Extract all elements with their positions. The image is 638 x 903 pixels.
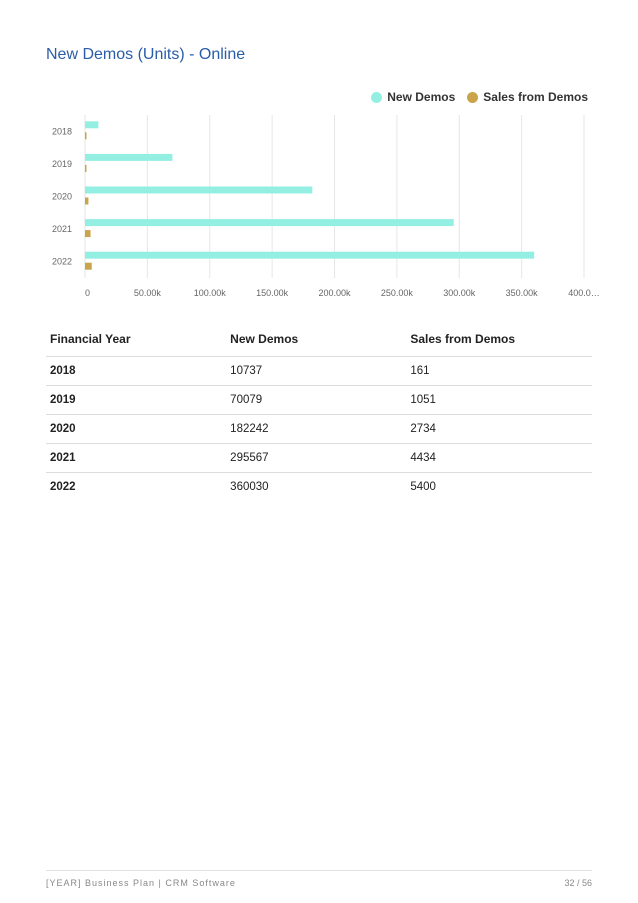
- legend-label: New Demos: [387, 90, 456, 104]
- bar-chart: [0, 0, 638, 310]
- legend-item-sales-from-demos[interactable]: [467, 90, 588, 104]
- bar-new-demos: [85, 121, 98, 128]
- table-row: [46, 357, 592, 386]
- bar-new-demos: [85, 187, 312, 194]
- bar-new-demos: [85, 154, 172, 161]
- table-cell-year: 2020: [46, 415, 226, 444]
- x-tick-label: 150.00k: [256, 288, 289, 298]
- table-cell: 360030: [230, 481, 269, 493]
- bar-sales-from-demos: [85, 198, 88, 205]
- table-cell-year: 2018: [46, 357, 226, 386]
- table-cell: 295567: [226, 444, 406, 473]
- table-cell: 4434: [406, 444, 592, 473]
- bar-new-demos: [85, 252, 534, 259]
- bar-sales-from-demos: [85, 263, 92, 270]
- bar-sales-from-demos: [85, 230, 91, 237]
- table-cell: 1051: [406, 386, 592, 415]
- y-tick-label: 2018: [51, 126, 72, 137]
- table-cell: 182242: [226, 415, 406, 444]
- table-row: [46, 444, 592, 473]
- chart-legend: [371, 90, 588, 104]
- x-tick-label: 250.00k: [380, 288, 413, 298]
- x-tick-label: 50.00k: [133, 288, 161, 298]
- page-title: New Demos (Units) - Online: [46, 46, 246, 63]
- y-tick-label: 2021: [51, 224, 72, 235]
- column-header: Financial Year: [46, 325, 226, 357]
- data-table: [46, 325, 592, 501]
- table-cell: 161: [406, 357, 592, 386]
- bar-new-demos: [85, 219, 454, 226]
- table-cell: 5400: [410, 481, 436, 493]
- x-tick-label: 350.00k: [505, 288, 538, 298]
- footer-divider: [46, 870, 592, 871]
- footer-page-number: 32 / 56: [564, 878, 592, 888]
- x-tick-label: 300.00k: [443, 288, 476, 298]
- table-row: [46, 386, 592, 415]
- x-tick-label: 200.00k: [318, 288, 351, 298]
- y-tick-label: 2019: [51, 158, 72, 169]
- x-tick-label: 100.00k: [193, 288, 226, 298]
- legend-label: Sales from Demos: [483, 90, 588, 104]
- legend-dot-icon: [467, 92, 478, 103]
- x-tick-label: 0: [85, 288, 91, 298]
- table-cell: 10737: [226, 357, 406, 386]
- column-header: Sales from Demos: [406, 325, 592, 357]
- table-row: [46, 415, 592, 444]
- footer-document-title: [YEAR] Business Plan | CRM Software: [46, 878, 236, 888]
- table-cell-year: 2019: [46, 386, 226, 415]
- legend-item-new-demos[interactable]: [371, 90, 455, 104]
- x-tick-label: 400.0…: [568, 288, 600, 298]
- table-header-row: [46, 325, 592, 357]
- table-cell-year: 2021: [46, 444, 226, 473]
- bar-sales-from-demos: [85, 165, 87, 172]
- y-tick-label: 2022: [51, 256, 72, 267]
- y-tick-label: 2020: [51, 191, 72, 202]
- column-header: New Demos: [226, 325, 406, 357]
- chart-svg: [0, 0, 638, 310]
- table-row: [46, 473, 592, 502]
- bar-sales-from-demos: [85, 132, 87, 139]
- table-cell: 2734: [406, 415, 592, 444]
- table-cell-year: 2022: [50, 481, 76, 493]
- legend-dot-icon: [371, 92, 382, 103]
- table-cell: 70079: [226, 386, 406, 415]
